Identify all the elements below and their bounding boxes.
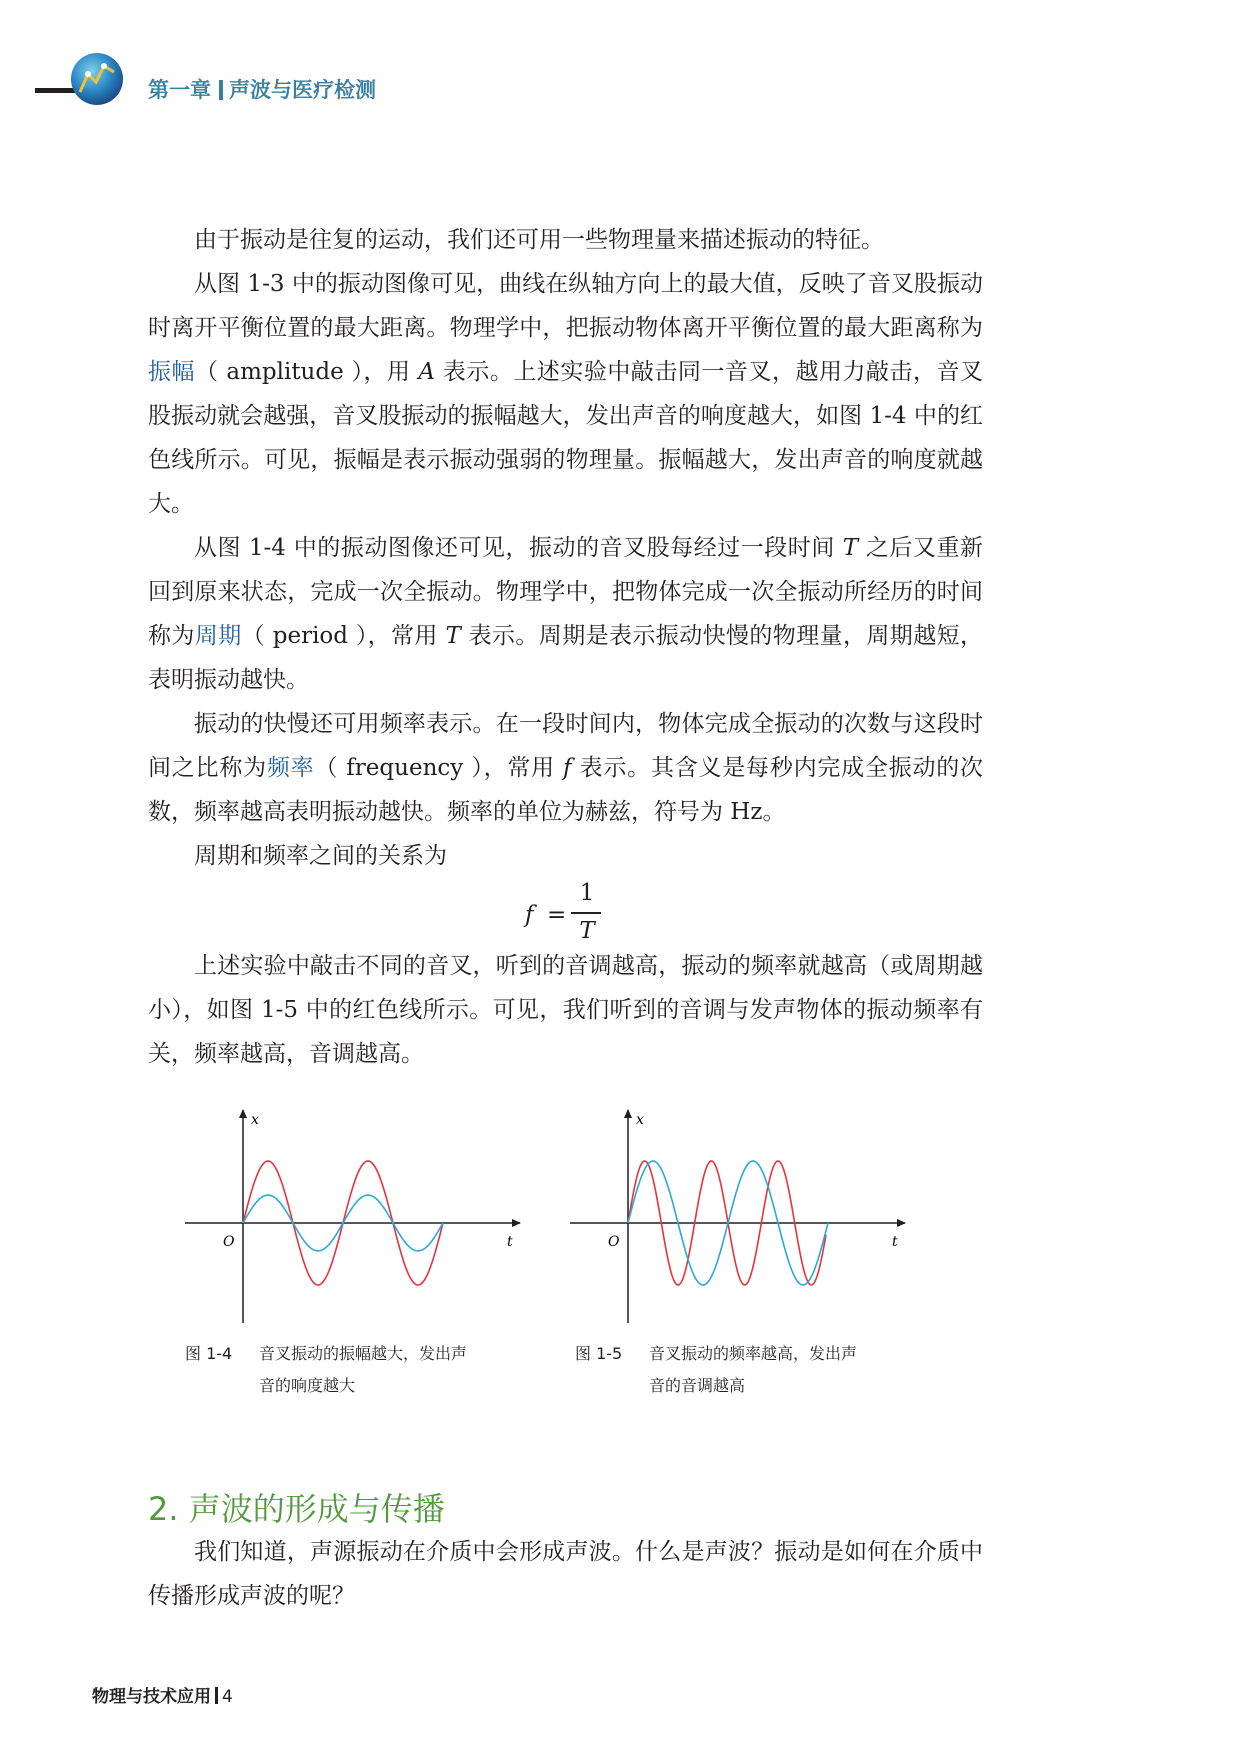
figure-1-5-caption-text: 音叉振动的频率越高，发出声音的音调越高 <box>649 1344 858 1395</box>
paragraph-4-text-c: 表示。其含义是每秒内完成全振动的次数，频率越高表明振动越快。频率的单位为赫兹，符号为 Hz。 <box>148 755 984 825</box>
formula-equals: = <box>547 902 567 928</box>
symbol-f: f <box>563 755 572 781</box>
chapter-number: 第一章 <box>148 78 211 102</box>
figure-1-4-chart <box>185 1108 525 1328</box>
figure-1-4-svg <box>185 1108 525 1328</box>
footer-separator <box>215 1687 218 1704</box>
term-amplitude: 振幅 <box>148 359 196 385</box>
symbol-T-2: T <box>445 623 461 649</box>
paragraph-6: 上述实验中敲击不同的音叉，听到的音调越高，振动的频率就越高（或周期越小），如图 1-5 中的红色线所示。可见，我们听到的音调与发声物体的振动频率有关，频率越高，音调越高。 <box>148 953 983 1067</box>
paragraph-2 <box>148 262 983 526</box>
x-axis-label: t <box>507 1234 513 1250</box>
chapter-title: 声波与医疗检测 <box>229 78 376 102</box>
page-header <box>0 52 420 112</box>
chapter-separator <box>219 80 223 100</box>
x-axis-label: t <box>892 1234 898 1250</box>
paragraph-2-text-c: 表示。上述实验中敲击同一音叉，越用力敲击，音叉股振动就会越强，音叉股振动的振幅越大，发出声音的响度越大，如图 1-4 中的红色线所示。可见，振幅是表示振动强弱的物理量。振幅越大，发出声音的响度就越大。 <box>148 359 984 517</box>
chapter-heading <box>148 74 376 104</box>
paragraph-5: 周期和频率之间的关系为 <box>194 843 447 869</box>
figure-1-4-number: 图 1-4 <box>185 1344 233 1363</box>
section-title: 2. 声波的形成与传播 <box>148 1490 445 1528</box>
term-frequency: 频率 <box>266 755 315 781</box>
origin-label: O <box>223 1234 235 1250</box>
section-paragraph: 我们知道，声源振动在介质中会形成声波。什么是声波？振动是如何在介质中传播形成声波的呢？ <box>148 1539 983 1609</box>
paragraph-4-text-b: （ frequency ），常用 <box>314 755 564 781</box>
origin-label: O <box>608 1234 620 1250</box>
y-axis-label: x <box>251 1112 259 1128</box>
paragraph-1: 由于振动是往复的运动，我们还可用一些物理量来描述振动的特征。 <box>194 227 884 253</box>
figure-1-5-number: 图 1-5 <box>575 1344 623 1363</box>
paragraph-2-text-b: （ amplitude ），用 <box>195 359 419 385</box>
term-period: 周期 <box>194 623 242 649</box>
figure-1-5-svg <box>570 1108 910 1328</box>
y-axis-label: x <box>636 1112 644 1128</box>
section-text <box>148 1530 983 1618</box>
paragraph-2-text-a: 从图 1-3 中的振动图像可见，曲线在纵轴方向上的最大值，反映了音叉股振动时离开平衡位置的最大距离。物理学中，把振动物体离开平衡位置的最大距离称为 <box>148 271 983 341</box>
figure-1-4-caption-text: 音叉振动的振幅越大，发出声音的响度越大 <box>259 1344 468 1395</box>
body-text <box>148 218 983 878</box>
symbol-A: A <box>418 359 435 385</box>
paragraph-3-text-a: 从图 1-4 中的振动图像还可见，振动的音叉股每经过一段时间 <box>194 535 843 561</box>
paragraph-3 <box>148 526 983 702</box>
body-text-2 <box>148 944 983 1076</box>
page-number: 4 <box>222 1687 233 1707</box>
paragraph-4 <box>148 702 983 834</box>
formula-denominator: T <box>579 918 595 944</box>
page-footer <box>92 1682 233 1707</box>
footer-book-title: 物理与技术应用 <box>92 1687 211 1707</box>
paragraph-3-text-d: 表示。周期是表示振动快慢的物理量，周期越短，表明振动越快。 <box>148 623 984 693</box>
formula-lhs: f <box>525 902 534 928</box>
paragraph-3-text-c: （ period ），常用 <box>241 623 446 649</box>
formula-numerator: 1 <box>579 880 595 906</box>
fraction-bar <box>571 912 601 914</box>
figure-1-5-chart <box>570 1108 910 1328</box>
paragraph-4-text-a: 振动的快慢还可用频率表示。在一段时间内，物体完成全振动的次数与这段时间之比称为 <box>148 711 983 781</box>
chapter-logo-icon <box>70 52 124 106</box>
paragraph-3-text-b: 之后又重新回到原来状态，完成一次全振动。物理学中，把物体完成一次全振动所经历的时间称为 <box>148 535 983 649</box>
symbol-T: T <box>842 535 859 561</box>
frequency-formula <box>525 880 605 950</box>
